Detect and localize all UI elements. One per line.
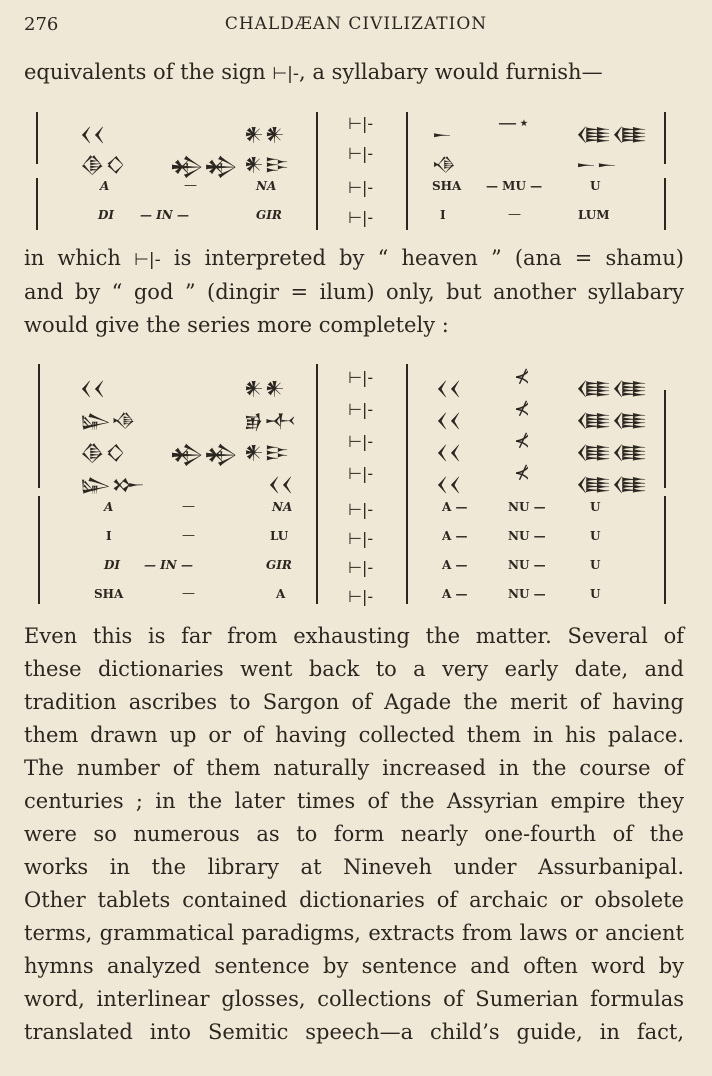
dingir-sign: ⊢|- <box>348 464 374 483</box>
dash: — <box>182 586 195 601</box>
transliteration: SHA <box>94 587 124 601</box>
body-line: these dictionaries went back to a very early date, and <box>24 657 684 681</box>
dingir-sign: ⊢|- <box>348 558 374 577</box>
body-line: Even this is far from exhausting the matter. Several of <box>24 624 684 648</box>
cuneiform-sign: 𒀭𒀭 <box>244 378 286 400</box>
cuneiform-sign: 𒈪𒈪 <box>576 378 649 400</box>
running-title: CHALDÆAN CIVILIZATION <box>224 14 488 34</box>
transliteration: GIR <box>266 558 292 572</box>
dingir-sign: ⊢|- <box>348 368 374 387</box>
body-line: The number of them naturally increased in the course of <box>24 756 684 780</box>
column-rule <box>36 112 38 164</box>
transliteration: LUM <box>578 208 610 222</box>
dingir-sign: ⊢|- <box>348 432 374 451</box>
transliteration: U <box>590 500 601 514</box>
cuneiform-sign: ⊀ <box>514 398 531 420</box>
cuneiform-sign: 𒈪𒈪 <box>576 474 649 496</box>
cuneiform-sign: 𒀭𒄿 <box>244 442 291 464</box>
column-rule <box>38 364 40 488</box>
cuneiform-sign: 𒌋𒌋 <box>436 410 462 432</box>
body-line: were so numerous as to form nearly one-fourth of the <box>24 822 684 846</box>
cuneiform-sign: 𒌋𒌋 <box>268 474 294 496</box>
cuneiform-sign: ⊀ <box>514 462 531 484</box>
cuneiform-sign: 𒀸 <box>432 124 453 146</box>
dingir-sign: ⊢|- <box>348 144 374 163</box>
transliteration: NA <box>256 179 277 193</box>
dingir-sign: ⊢|- <box>272 63 300 84</box>
transliteration: DI <box>98 208 115 222</box>
column-rule <box>316 112 318 230</box>
cuneiform-sign: ⊀ <box>514 366 531 388</box>
transliteration: — IN — <box>140 208 189 222</box>
transliteration: U <box>590 558 601 572</box>
transliteration: I <box>440 208 446 222</box>
transliteration: — MU — <box>486 179 543 193</box>
cuneiform-sign: 𒌋𒌋 <box>436 442 462 464</box>
body-line: hymns analyzed sentence by sentence and often word by <box>24 954 684 978</box>
running-header <box>24 14 688 42</box>
transliteration: — IN — <box>144 558 193 572</box>
transliteration: A — <box>442 558 468 572</box>
cuneiform-sign: 𒆠𒄭 <box>80 154 127 176</box>
transliteration: NU — <box>508 500 546 514</box>
para2-line: and by “ god ” (dingir = ilum) only, but another syllabary <box>24 280 684 304</box>
body-line: terms, grammatical paradigms, extracts from laws or ancient <box>24 921 684 945</box>
cuneiform-sign: 𒄈𒄈 <box>170 444 239 466</box>
column-rule <box>664 390 666 488</box>
transliteration: NU — <box>508 558 546 572</box>
column-rule <box>406 364 408 604</box>
dingir-sign: ⊢|- <box>134 249 161 270</box>
dash: — <box>508 207 521 222</box>
cuneiform-sign: 𒈪𒈪 <box>576 410 649 432</box>
syllabary-table-2 <box>0 360 712 608</box>
transliteration: NU — <box>508 587 546 601</box>
body-line: word, interlinear glosses, collections of Sumerian formulas <box>24 987 684 1011</box>
transliteration: U <box>590 587 601 601</box>
transliteration: NA <box>272 500 293 514</box>
body-line: translated into Semitic speech—a child’s guide, in fact, <box>24 1020 684 1044</box>
dash: — <box>184 178 197 193</box>
body-line: centuries ; in the later times of the Assyrian empire they <box>24 789 684 813</box>
cuneiform-sign: 𒇽𒁍 <box>80 474 146 496</box>
dingir-sign: ⊢|- <box>348 114 374 133</box>
cuneiform-sign: 𒌋𒌋 <box>80 378 106 400</box>
cuneiform-sign: 𒈪𒈪 <box>576 442 649 464</box>
dingir-sign: ⊢|- <box>348 500 374 519</box>
dash: — <box>182 528 195 543</box>
transliteration: A <box>100 179 110 193</box>
transliteration: A — <box>442 529 468 543</box>
dingir-sign: ⊢|- <box>348 178 374 197</box>
para1-text-before: equivalents of the sign <box>24 60 273 84</box>
cuneiform-sign: 𒀭𒀭 <box>244 124 286 146</box>
dingir-sign: ⊢|- <box>348 587 374 606</box>
body-line: works in the library at Nineveh under Assurbanipal. <box>24 855 684 879</box>
transliteration: U <box>590 529 601 543</box>
body-line: Other tablets contained dictionaries of archaic or obsolete <box>24 888 684 912</box>
cuneiform-sign: ⊀ <box>514 430 531 452</box>
dingir-sign: ⊢|- <box>348 529 374 548</box>
para2-text-after: is interpreted by “ heaven ” (ana = shamu) <box>160 246 684 270</box>
syllabary-table-1 <box>0 108 712 232</box>
dingir-sign: ⊢|- <box>348 400 374 419</box>
column-rule <box>664 178 666 230</box>
transliteration: A — <box>442 587 468 601</box>
cuneiform-sign: 𒄈𒄈 <box>170 156 239 178</box>
transliteration: A <box>276 587 286 601</box>
transliteration: U <box>590 179 601 193</box>
body-line: them drawn up or of having collected them in his palace. <box>24 723 684 747</box>
transliteration: DI <box>104 558 121 572</box>
dingir-sign: ⊢|- <box>348 208 374 227</box>
transliteration: A — <box>442 500 468 514</box>
cuneiform-sign: 𒆠𒄭 <box>80 442 127 464</box>
cuneiform-sign: 𒌋𒌋 <box>436 378 462 400</box>
column-rule <box>406 112 408 230</box>
cuneiform-sign: 𒌋𒌋 <box>436 474 462 496</box>
cuneiform-sign: 𒌋𒌋 <box>80 124 106 146</box>
body-line: tradition ascribes to Sargon of Agade the merit of having <box>24 690 684 714</box>
cuneiform-sign: 𒇽𒈾 <box>80 410 137 432</box>
cuneiform-sign: 𒂊𒋾 <box>244 410 298 432</box>
column-rule <box>36 178 38 230</box>
transliteration: GIR <box>256 208 282 222</box>
column-rule <box>316 364 318 604</box>
transliteration: LU <box>270 529 289 543</box>
cuneiform-sign: —⋆ <box>498 112 531 134</box>
cuneiform-sign: 𒀭𒄿 <box>244 154 291 176</box>
para2-line <box>24 246 684 270</box>
para1-line <box>24 60 684 84</box>
transliteration: SHA <box>432 179 462 193</box>
cuneiform-sign: 𒈾 <box>432 154 457 176</box>
column-rule <box>664 496 666 604</box>
column-rule <box>664 112 666 164</box>
transliteration: NU — <box>508 529 546 543</box>
para2-text-before: in which <box>24 246 135 270</box>
para2-line: would give the series more completely : <box>24 313 449 337</box>
page-number: 276 <box>24 14 59 35</box>
para1-text-after: , a syllabary would furnish— <box>299 60 603 84</box>
cuneiform-sign: 𒈪𒈪 <box>576 124 649 146</box>
dash: — <box>182 499 195 514</box>
cuneiform-sign: 𒀸𒀸 <box>576 154 618 176</box>
column-rule <box>38 496 40 604</box>
transliteration: A <box>104 500 114 514</box>
transliteration: I <box>106 529 112 543</box>
